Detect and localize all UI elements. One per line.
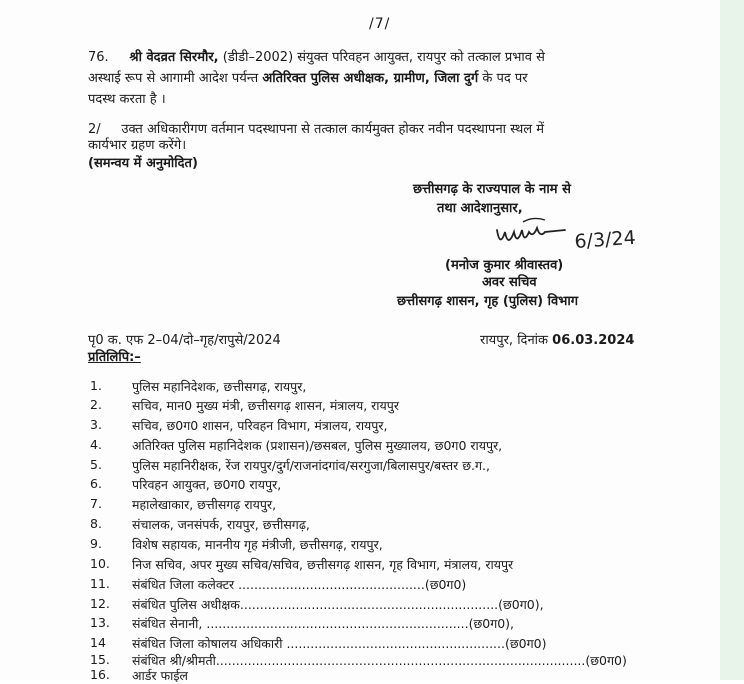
list-item-number: 2. xyxy=(90,397,102,412)
signature-date: 6/3/24 xyxy=(573,226,637,253)
para76-number: 76. xyxy=(88,50,109,65)
new-post: अतिरिक्त पुलिस अधीक्षक, ग्रामीण, जिला दुर्ग xyxy=(262,71,479,86)
list-item-number: 5. xyxy=(90,457,102,472)
para2-line2: कार्यभार ग्रहण करेंगे। xyxy=(88,138,187,153)
list-item-text: निज सचिव, अपर मुख्य सचिव/सचिव, छत्तीसगढ़ शासन, गृह विभाग, मंत्रालय, रायपुर xyxy=(132,557,514,572)
list-item-number: 15. xyxy=(90,652,110,667)
signatory-department: छत्तीसगढ़ शासन, गृह (पुलिस) विभाग xyxy=(397,294,579,309)
reference-number: पृ0 क. एफ 2–04/दो–गृह/रापुसे/2024 xyxy=(88,333,281,348)
governor-line: छत्तीसगढ़ के राज्यपाल के नाम से xyxy=(413,182,571,197)
para76-line2-a: अस्थाई रूप से आगामी आदेश पर्यन्त xyxy=(88,71,259,86)
list-item-text: अतिरिक्त पुलिस महानिदेशक (प्रशासन)/छसबल, पुलिस मुख्यालय, छ0ग0 रायपुर, xyxy=(132,438,503,453)
para76-line1 xyxy=(88,50,545,66)
para2-number: 2/ xyxy=(88,122,101,137)
list-item-text: संबंधित पुलिस अधीक्षक.................................................................(छ0ग0), xyxy=(132,597,544,612)
list-item-number: 14 xyxy=(90,635,106,650)
list-item-text: संचालक, जनसंपर्क, रायपुर, छत्तीसगढ़, xyxy=(132,517,310,532)
list-item-number: 11. xyxy=(90,576,110,591)
list-item-text: पुलिस महानिदेशक, छत्तीसगढ़, रायपुर, xyxy=(132,379,307,394)
list-item-number: 4. xyxy=(90,437,102,452)
order-date: 06.03.2024 xyxy=(552,333,635,348)
list-item-text: संबंधित जिला कोषालय अधिकारी .......................................................(छ0ग0) xyxy=(132,636,547,651)
list-item-text: आर्डर फाईल xyxy=(132,668,189,683)
list-item-text: सचिव, छ0ग0 शासन, परिवहन विभाग, मंत्रालय, रायपुर, xyxy=(132,418,388,433)
signatory-name: (मनोज कुमार श्रीवास्तव) xyxy=(445,258,564,273)
list-item-text: सचिव, मान0 मुख्य मंत्री, छत्तीसगढ़ शासन, मंत्रालय, रायपुर xyxy=(132,398,399,413)
viewer-side-strip xyxy=(720,0,744,680)
list-item-number: 16. xyxy=(90,667,110,682)
list-item-number: 9. xyxy=(90,536,102,551)
reference-date xyxy=(480,333,634,349)
list-item-number: 12. xyxy=(90,596,110,611)
list-item-number: 13. xyxy=(90,615,110,630)
list-item-number: 10. xyxy=(90,556,110,571)
list-item-text: पुलिस महानिरीक्षक, रेंज रायपुर/दुर्ग/राजनांदगांव/सरगुजा/बिलासपुर/बस्तर छ.ग., xyxy=(132,458,490,473)
list-item-text: संबंधित श्री/श्रीमती.............................................................................................(छ0ग0) xyxy=(132,653,627,668)
officer-name: श्री वेदव्रत सिरमौर, xyxy=(129,50,219,65)
list-item-number: 7. xyxy=(90,496,102,511)
order-line: तथा आदेशानुसार, xyxy=(437,201,523,216)
signatory-designation: अवर सचिव xyxy=(482,275,537,290)
para76-line3: पदस्थ करता है । xyxy=(88,92,166,107)
list-item-number: 8. xyxy=(90,516,102,531)
copy-to-heading: प्रतिलिपि:– xyxy=(88,350,141,365)
list-item-number: 3. xyxy=(90,417,102,432)
approval-note: (समन्वय में अनुमोदित) xyxy=(88,156,198,171)
list-item-text: विशेष सहायक, माननीय गृह मंत्रीजी, छत्तीसगढ़, रायपुर, xyxy=(132,537,383,552)
para76-line2-c: के पद पर xyxy=(482,71,528,86)
para2-line1-text: उक्त अधिकारीगण वर्तमान पदस्थापना से तत्काल कार्यमुक्त होकर नवीन पदस्थापना स्थल में xyxy=(121,122,544,137)
place-date-label: रायपुर, दिनांक xyxy=(480,333,549,348)
list-item-number: 1. xyxy=(90,378,102,393)
para2-line1 xyxy=(88,122,544,138)
page-number: /7/ xyxy=(369,16,391,32)
list-item-text: महालेखाकार, छत्तीसगढ़ रायपुर, xyxy=(132,497,277,512)
list-item-text: संबंधित जिला कलेक्टर ...............................................(छ0ग0) xyxy=(132,577,467,592)
para76-line1-text: (डीडी–2002) संयुक्त परिवहन आयुक्त, रायपुर को तत्काल प्रभाव से xyxy=(222,50,545,65)
signature-mark xyxy=(483,208,663,258)
para76-line2 xyxy=(88,71,528,87)
list-item-text: परिवहन आयुक्त, छ0ग0 रायपुर, xyxy=(132,477,282,492)
list-item-text: संबंधित सेनानी, ..................................................................(छ0ग0), xyxy=(132,616,515,631)
list-item-number: 6. xyxy=(90,476,102,491)
